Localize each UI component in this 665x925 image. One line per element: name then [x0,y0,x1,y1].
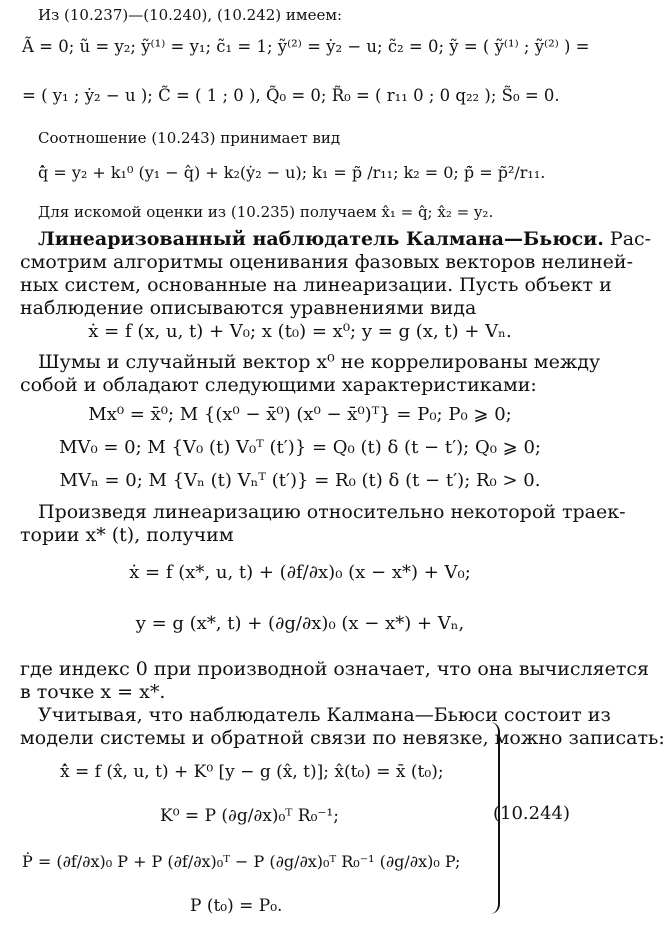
math-line: MV₀ = 0; M {V₀ (t) V₀ᵀ (t′)} = Q₀ (t) δ (t − t′); Q₀ ⩾ 0; [59,437,541,458]
math-line: K⁰ = P (∂g/∂x)₀ᵀ R₀⁻¹; [160,806,339,826]
text-line: тории x* (t), получим [20,524,234,546]
text-fragment: Рас- [603,228,652,250]
text-line: Из (10.237)—(10.240), (10.242) имеем: [38,6,343,24]
math-line: Ã = 0; ũ = y₂; ỹ⁽¹⁾ = y₁; c̃₁ = 1; ỹ⁽²⁾ = ẏ₂ − u; c̃₂ = 0; ỹ = ( ỹ⁽¹⁾ ; ỹ⁽²⁾ ) = [22,37,590,56]
math-line: Mx⁰ = x̄⁰; M {(x⁰ − x̄⁰) (x⁰ − x̄⁰)ᵀ} = P₀; P₀ ⩾ 0; [88,404,512,425]
text-line: в точке x = x*. [20,681,166,703]
text-line: наблюдение описываются уравнениями вида [20,297,477,319]
math-line: = ( y₁ ; ẏ₂ − u ); C̃ = ( 1 ; 0 ), Q̃₀ = 0; R̃₀ = ( r₁₁ 0 ; 0 q₂₂ ); S̃₀ = 0. [22,86,560,105]
text-line: Шумы и случайный вектор x⁰ не коррелированы между [38,351,601,373]
math-line: q̂̇ = y₂ + k₁⁰ (y₁ − q̂) + k₂(ẏ₂ − u); k₁ = p̃ /r₁₁; k₂ = 0; p̃̇ = p̃²/r₁₁. [38,163,546,182]
text-line: где индекс 0 при производной означает, что она вычисляется [20,658,650,680]
math-line: x̂̇ = f (x̂, u, t) + K⁰ [y − g (x̂, t)]; x̂(t₀) = x̄ (t₀); [60,762,444,782]
section-heading: Линеаризованный наблюдатель Калмана—Бьюси. [38,228,604,250]
math-line: MVₙ = 0; M {Vₙ (t) Vₙᵀ (t′)} = R₀ (t) δ (t − t′); R₀ > 0. [59,470,541,491]
text-line: собой и обладают следующими характеристиками: [20,374,537,396]
math-line: ẋ = f (x*, u, t) + (∂f/∂x)₀ (x − x*) + V₀; [129,562,471,583]
text-line: ных систем, основанные на линеаризации. Пусть объект и [20,274,612,296]
text-line: модели системы и обратной связи по невязке, можно записать: [20,727,665,749]
math-line: P (t₀) = P₀. [190,896,283,916]
equation-number: (10.244) [492,803,570,824]
math-line: y = g (x*, t) + (∂g/∂x)₀ (x − x*) + Vₙ, [135,613,465,634]
math-line: ẋ = f (x, u, t) + V₀; x (t₀) = x⁰; y = g (x, t) + Vₙ. [88,321,512,342]
text-line: Учитывая, что наблюдатель Калмана—Бьюси состоит из [38,704,611,726]
math-line: Ṗ = (∂f/∂x)₀ P + P (∂f/∂x)₀ᵀ − P (∂g/∂x)₀ᵀ R₀⁻¹ (∂g/∂x)₀ P; [22,852,461,871]
paragraph-heading-line [38,228,651,250]
text-line: Для искомой оценки из (10.235) получаем x̂₁ = q̂; x̂₂ = y₂. [38,203,494,221]
text-line: Соотношение (10.243) принимает вид [38,129,341,147]
text-line: смотрим алгоритмы оценивания фазовых векторов нелиней- [20,251,634,273]
text-line: Произведя линеаризацию относительно некоторой траек- [38,501,626,523]
